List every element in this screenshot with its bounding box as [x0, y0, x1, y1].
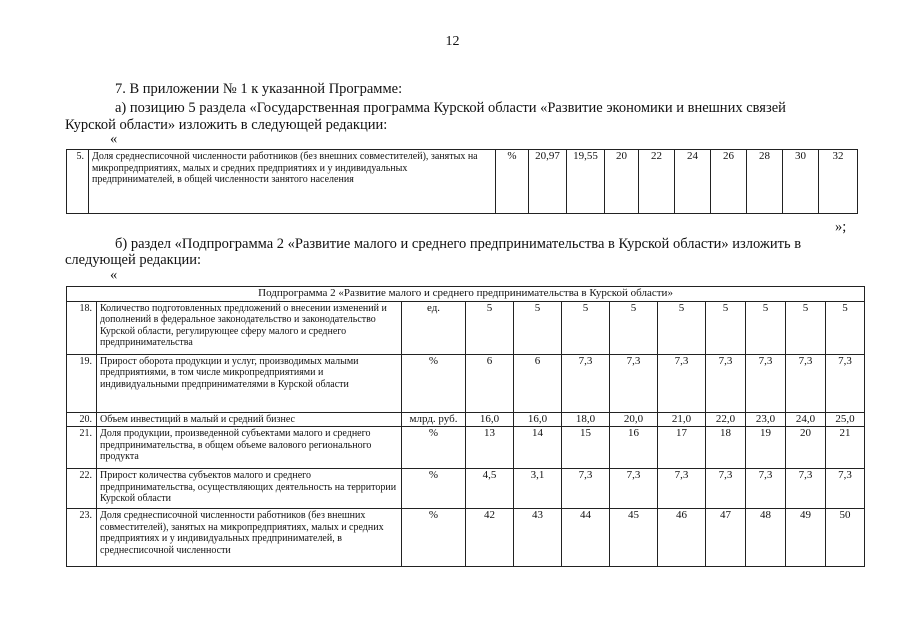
value-cell: 7,3 — [746, 469, 786, 509]
value-cell: 17 — [658, 427, 706, 469]
row-number: 22. — [67, 469, 97, 509]
paragraph-a-line2: Курской области» изложить в следующей редакции: — [65, 117, 388, 133]
table-row — [67, 469, 865, 509]
table-row — [67, 301, 865, 354]
value-cell: 5 — [466, 301, 514, 354]
value-cell: 19 — [746, 427, 786, 469]
value-cell: 22 — [639, 150, 675, 214]
unit-cell: % — [402, 354, 466, 412]
value-cell: 49 — [786, 509, 826, 567]
value-cell: 5 — [514, 301, 562, 354]
indicator-name: Прирост оборота продукции и услуг, производимых малыми предприятиями, в том числе микропредприятиями и индивидуальными предпринимателями в Курской области — [97, 354, 402, 412]
quote-open-1: « — [110, 131, 118, 147]
unit-cell: млрд. руб. — [402, 412, 466, 427]
value-cell: 21,0 — [658, 412, 706, 427]
paragraph-b-line1: б) раздел «Подпрограмма 2 «Развитие малого и среднего предпринимательства в Курской области» изложить в — [115, 236, 802, 252]
value-cell: 23,0 — [746, 412, 786, 427]
value-cell: 26 — [711, 150, 747, 214]
table-row — [67, 150, 858, 214]
row-number: 19. — [67, 354, 97, 412]
value-cell: 3,1 — [514, 469, 562, 509]
value-cell: 42 — [466, 509, 514, 567]
row-number: 18. — [67, 301, 97, 354]
value-cell: 21 — [826, 427, 865, 469]
unit-cell: % — [402, 469, 466, 509]
value-cell: 6 — [466, 354, 514, 412]
value-cell: 43 — [514, 509, 562, 567]
table-position-5 — [66, 149, 858, 214]
subprogram-header: Подпрограмма 2 «Развитие малого и среднего предпринимательства в Курской области» — [67, 287, 865, 302]
value-cell: 15 — [562, 427, 610, 469]
value-cell: 4,5 — [466, 469, 514, 509]
value-cell: 18,0 — [562, 412, 610, 427]
table-subprogram-2 — [66, 286, 865, 567]
value-cell: 24 — [675, 150, 711, 214]
value-cell: 5 — [610, 301, 658, 354]
quote-close-1: »; — [835, 219, 847, 235]
row-number: 21. — [67, 427, 97, 469]
indicator-name: Доля продукции, произведенной субъектами малого и среднего предпринимательства, в общем объеме валового регионального продукта — [97, 427, 402, 469]
row-number: 5. — [67, 150, 89, 214]
value-cell: 7,3 — [610, 469, 658, 509]
value-cell: 7,3 — [562, 469, 610, 509]
indicator-name: Доля среднесписочной численности работников (без внешних совместителей), занятых на микропредприятиях, малых и средних предприятиях и у индивидуальных предпринимателей, в среднесписочной численности — [97, 509, 402, 567]
value-cell: 22,0 — [706, 412, 746, 427]
value-cell: 50 — [826, 509, 865, 567]
page-number: 12 — [445, 34, 460, 49]
row-number: 23. — [67, 509, 97, 567]
table-row — [67, 509, 865, 567]
unit-cell: % — [402, 427, 466, 469]
paragraph-7: 7. В приложении № 1 к указанной Программе: — [115, 81, 403, 97]
value-cell: 30 — [783, 150, 819, 214]
value-cell: 7,3 — [658, 469, 706, 509]
value-cell: 7,3 — [706, 469, 746, 509]
value-cell: 5 — [746, 301, 786, 354]
indicator-name: Доля среднесписочной численности работников (без внешних совместителей), занятых на микропредприятиях, малых и средних предприятиях и у индивидуальных предпринимателей, в общей численности занятого населения — [89, 150, 496, 214]
value-cell: 18 — [706, 427, 746, 469]
value-cell: 13 — [466, 427, 514, 469]
table-row — [67, 412, 865, 427]
value-cell: 20 — [786, 427, 826, 469]
paragraph-a-line1: а) позицию 5 раздела «Государственная программа Курской области «Развитие экономики и внешних связей — [115, 100, 786, 116]
value-cell: 16,0 — [514, 412, 562, 427]
value-cell: 48 — [746, 509, 786, 567]
value-cell: 28 — [747, 150, 783, 214]
value-cell: 24,0 — [786, 412, 826, 427]
table-row — [67, 427, 865, 469]
value-cell: 16 — [610, 427, 658, 469]
value-cell: 7,3 — [610, 354, 658, 412]
value-cell: 7,3 — [826, 354, 865, 412]
value-cell: 25,0 — [826, 412, 865, 427]
value-cell: 5 — [706, 301, 746, 354]
indicator-name: Прирост количества субъектов малого и среднего предпринимательства, осуществляющих деятельность на территории Курской области — [97, 469, 402, 509]
row-number: 20. — [67, 412, 97, 427]
value-cell: 47 — [706, 509, 746, 567]
unit-cell: ед. — [402, 301, 466, 354]
value-cell: 46 — [658, 509, 706, 567]
value-cell: 7,3 — [706, 354, 746, 412]
value-cell: 16,0 — [466, 412, 514, 427]
value-cell: 7,3 — [786, 469, 826, 509]
value-cell: 32 — [819, 150, 858, 214]
value-cell: 6 — [514, 354, 562, 412]
paragraph-b-line2: следующей редакции: — [65, 252, 202, 268]
value-cell: 7,3 — [658, 354, 706, 412]
value-cell: 5 — [826, 301, 865, 354]
value-cell: 7,3 — [826, 469, 865, 509]
value-cell: 44 — [562, 509, 610, 567]
value-cell: 14 — [514, 427, 562, 469]
value-cell: 45 — [610, 509, 658, 567]
value-cell: 5 — [562, 301, 610, 354]
value-cell: 20,97 — [529, 150, 567, 214]
quote-open-2: « — [110, 267, 118, 283]
unit-cell: % — [402, 509, 466, 567]
indicator-name: Количество подготовленных предложений о внесении изменений и дополнений в федеральное законодательство и законодательство Курской области, регулирующее сферу малого и среднего предпринимательства — [97, 301, 402, 354]
value-cell: 20 — [605, 150, 639, 214]
table-row — [67, 354, 865, 412]
value-cell: 7,3 — [562, 354, 610, 412]
value-cell: 5 — [786, 301, 826, 354]
unit-cell: % — [496, 150, 529, 214]
value-cell: 19,55 — [567, 150, 605, 214]
indicator-name: Объем инвестиций в малый и средний бизнес — [97, 412, 402, 427]
value-cell: 5 — [658, 301, 706, 354]
value-cell: 20,0 — [610, 412, 658, 427]
value-cell: 7,3 — [746, 354, 786, 412]
value-cell: 7,3 — [786, 354, 826, 412]
